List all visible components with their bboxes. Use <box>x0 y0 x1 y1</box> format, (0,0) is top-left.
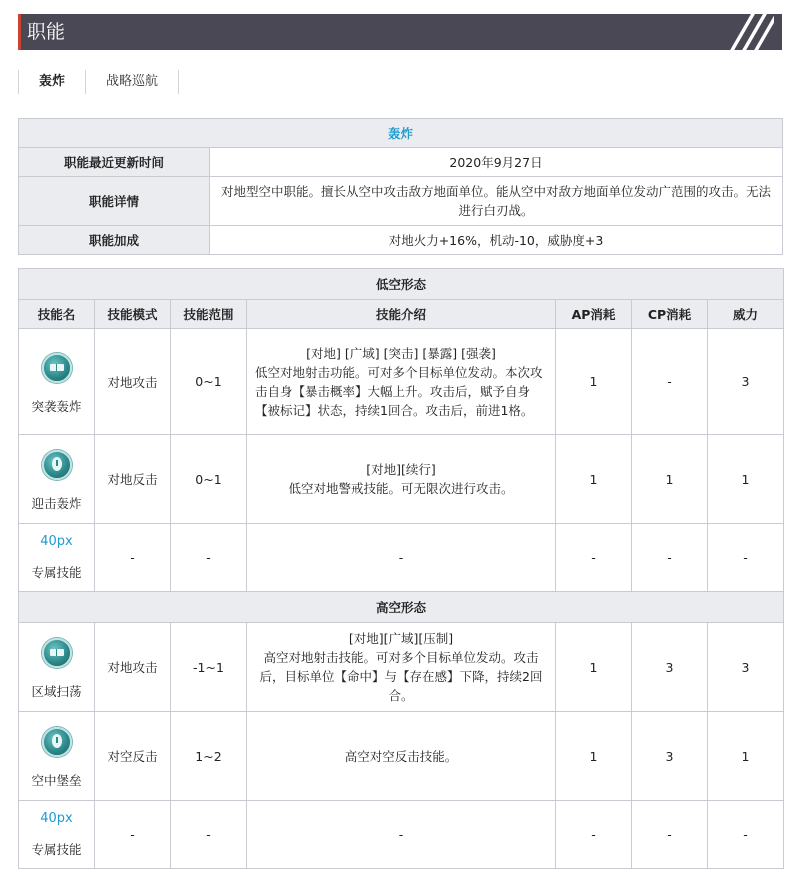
skill-name-cell <box>19 801 95 869</box>
tab-bombing[interactable]: 轰炸 <box>18 70 85 94</box>
skill-power: - <box>708 524 784 592</box>
skill-image-placeholder[interactable]: 40px <box>40 534 73 549</box>
cp-cost: 3 <box>632 712 708 801</box>
skill-range: - <box>171 524 247 592</box>
skill-range: - <box>171 801 247 869</box>
skill-name: 专属技能 <box>31 842 82 857</box>
skill-name: 迎击轰炸 <box>31 496 82 511</box>
skill-power: - <box>708 801 784 869</box>
skill-range: 0~1 <box>171 329 247 435</box>
skill-description <box>247 435 556 524</box>
role-tabs <box>18 70 179 94</box>
ap-cost: - <box>556 801 632 869</box>
col-ap-cost: AP消耗 <box>556 300 632 329</box>
skill-tags: [对地][广域][压制] <box>348 631 454 646</box>
high-altitude-section-title: 高空形态 <box>19 592 784 623</box>
skill-range: 1~2 <box>171 712 247 801</box>
skill-mode: - <box>95 801 171 869</box>
table-row <box>19 801 784 869</box>
skills-table <box>18 268 784 869</box>
skill-power: 1 <box>708 435 784 524</box>
ap-cost: 1 <box>556 623 632 712</box>
skill-name-cell <box>19 712 95 801</box>
skill-mode: - <box>95 524 171 592</box>
skill-range: 0~1 <box>171 435 247 524</box>
role-bonus-value: 对地火力+16%，机动-10，威胁度+3 <box>210 226 783 255</box>
skill-name-cell <box>19 524 95 592</box>
skill-range: -1~1 <box>171 623 247 712</box>
col-skill-desc: 技能介绍 <box>247 300 556 329</box>
table-row <box>19 712 784 801</box>
skill-desc-text: 低空对地警戒技能。可无限次进行攻击。 <box>288 481 514 496</box>
skill-description: - <box>247 801 556 869</box>
update-time-value: 2020年9月27日 <box>210 148 783 177</box>
col-cp-cost: CP消耗 <box>632 300 708 329</box>
role-info-table <box>18 118 783 255</box>
table-row <box>19 623 784 712</box>
skill-description <box>247 329 556 435</box>
col-skill-name: 技能名 <box>19 300 95 329</box>
bomb-skill-icon <box>42 353 72 383</box>
header-stripes-decoration <box>720 14 774 50</box>
section-header <box>18 14 782 50</box>
cp-cost: - <box>632 524 708 592</box>
skill-description <box>247 623 556 712</box>
role-info-title: 轰炸 <box>19 119 783 148</box>
bomb-skill-icon <box>42 638 72 668</box>
skill-desc-text: 高空对地射击技能。可对多个目标单位发动。攻击后，目标单位【命中】与【存在感】下降，持续2回合。 <box>259 650 543 703</box>
skill-tags: [对地] [广域] [突击] [暴露] [强袭] <box>306 345 496 361</box>
skill-name-cell <box>19 435 95 524</box>
skill-name-cell <box>19 329 95 435</box>
skill-mode: 对地攻击 <box>95 623 171 712</box>
cp-cost: 3 <box>632 623 708 712</box>
cp-cost: - <box>632 329 708 435</box>
counter-skill-icon <box>42 727 72 757</box>
skill-name: 区域扫荡 <box>31 684 82 699</box>
role-details-label: 职能详情 <box>19 177 210 226</box>
skill-name: 突袭轰炸 <box>31 398 82 414</box>
ap-cost: 1 <box>556 329 632 435</box>
counter-skill-icon <box>42 450 72 480</box>
role-bonus-label: 职能加成 <box>19 226 210 255</box>
low-altitude-section-title: 低空形态 <box>19 269 784 300</box>
skill-description: 高空对空反击技能。 <box>247 712 556 801</box>
header-accent-bar <box>18 14 21 50</box>
section-title: 职能 <box>27 21 66 43</box>
role-details-value: 对地型空中职能。擅长从空中攻击敌方地面单位。能从空中对敌方地面单位发动广范围的攻击。无法进行白刃战。 <box>210 177 783 226</box>
skill-mode: 对空反击 <box>95 712 171 801</box>
skill-desc-text: 低空对地射击功能。可对多个目标单位发动。本次攻击自身【暴击概率】大幅上升。攻击后，赋予自身【被标记】状态，持续1回合。攻击后，前进1格。 <box>255 364 543 418</box>
tab-strategic-cruise[interactable]: 战略巡航 <box>85 70 179 94</box>
skill-power: 3 <box>708 329 784 435</box>
skill-name: 空中堡垒 <box>31 773 82 788</box>
ap-cost: - <box>556 524 632 592</box>
skill-description: - <box>247 524 556 592</box>
ap-cost: 1 <box>556 712 632 801</box>
skill-tags: [对地][续行] <box>366 462 436 477</box>
table-row <box>19 435 784 524</box>
col-power: 威力 <box>708 300 784 329</box>
cp-cost: 1 <box>632 435 708 524</box>
skill-power: 1 <box>708 712 784 801</box>
skill-power: 3 <box>708 623 784 712</box>
table-row <box>19 524 784 592</box>
col-skill-mode: 技能模式 <box>95 300 171 329</box>
update-time-label: 职能最近更新时间 <box>19 148 210 177</box>
skill-mode: 对地反击 <box>95 435 171 524</box>
skill-image-placeholder[interactable]: 40px <box>40 811 73 826</box>
cp-cost: - <box>632 801 708 869</box>
ap-cost: 1 <box>556 435 632 524</box>
skill-name-cell <box>19 623 95 712</box>
table-row <box>19 329 784 435</box>
skill-mode: 对地攻击 <box>95 329 171 435</box>
skill-name: 专属技能 <box>31 565 82 580</box>
col-skill-range: 技能范围 <box>171 300 247 329</box>
